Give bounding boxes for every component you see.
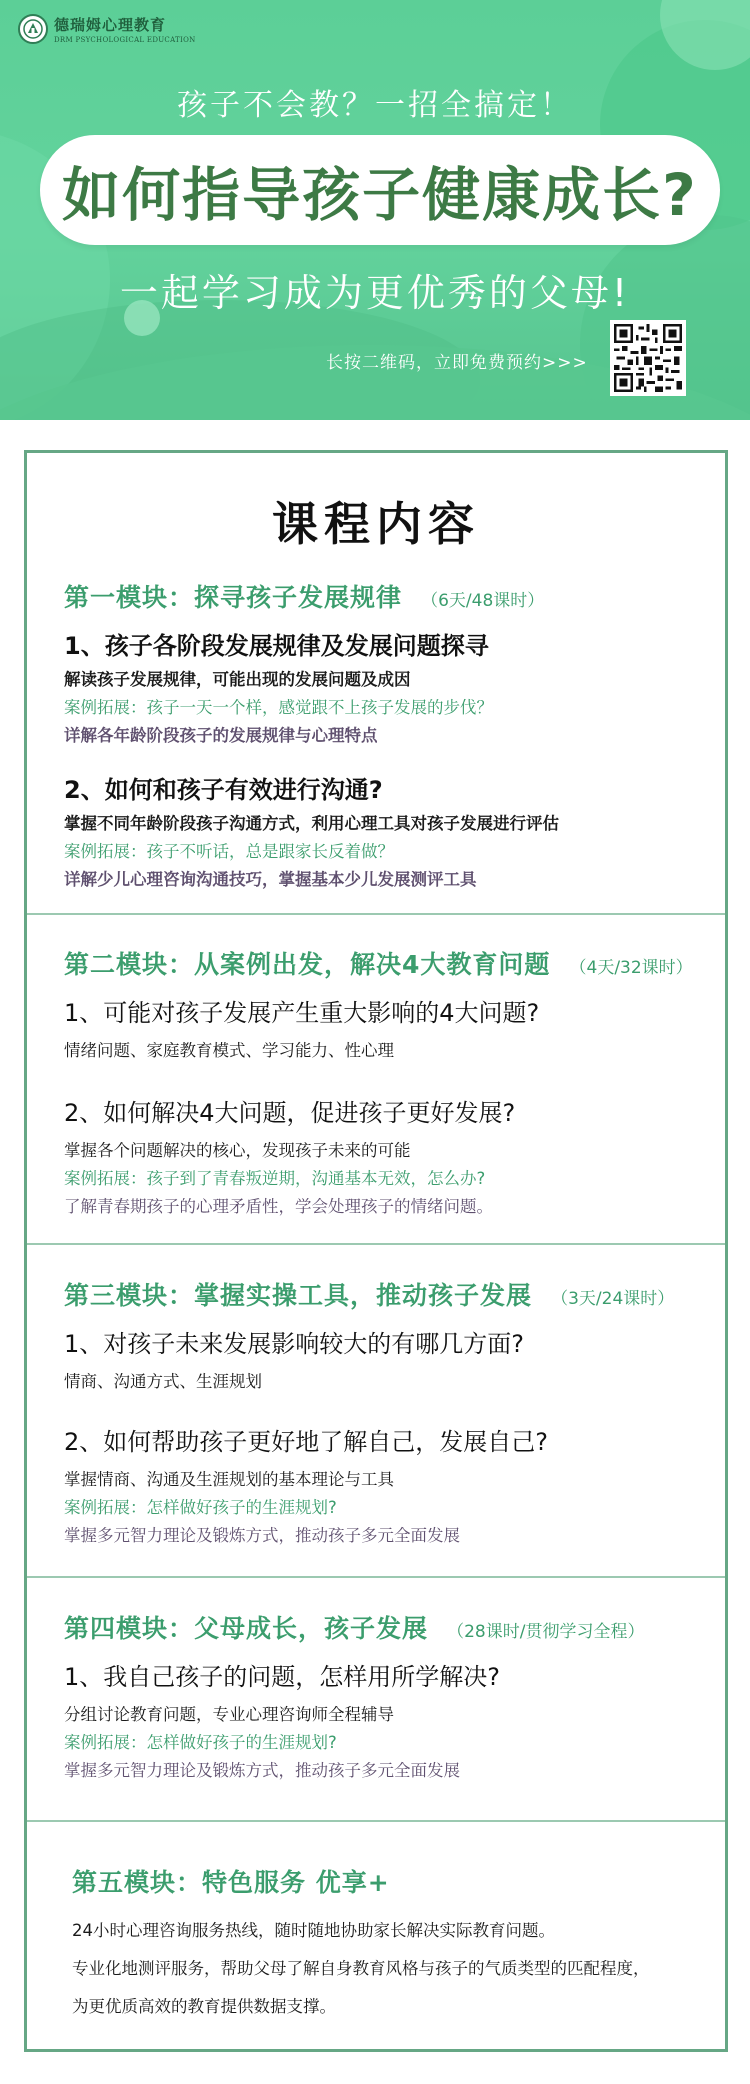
module-line: 掌握情商、沟通及生涯规划的基本理论与工具: [64, 1470, 394, 1489]
case-extension-line: 案例拓展：孩子不听话，总是跟家长反着做？: [64, 842, 394, 861]
module-name: 第二模块：从案例出发，解决4大教育问题: [64, 950, 551, 979]
module-line: 掌握多元智力理论及锻炼方式，推动孩子多元全面发展: [64, 1526, 460, 1545]
module-header: [72, 1863, 390, 1899]
brand-name-en: DRM PSYCHOLOGICAL EDUCATION: [54, 36, 196, 44]
case-extension-line: 案例拓展：怎样做好孩子的生涯规划?: [64, 1498, 337, 1517]
module-header: [64, 578, 544, 614]
module-line: 掌握多元智力理论及锻炼方式，推动孩子多元全面发展: [64, 1761, 460, 1780]
course-content-card: [24, 450, 728, 2052]
qr-cta-text: 长按二维码，立即免费预约>>>: [326, 353, 588, 373]
header-banner: [0, 0, 750, 420]
module-header: [64, 1609, 644, 1645]
module-line: 详解各年龄阶段孩子的发展规律与心理特点: [64, 726, 378, 745]
module-name: 第一模块：探寻孩子发展规律: [64, 583, 403, 612]
module-question: 1、孩子各阶段发展规律及发展问题探寻: [64, 632, 489, 660]
section-divider: [27, 913, 725, 915]
module-header: [64, 1276, 674, 1312]
banner-tagline: 孩子不会教？一招全搞定！: [177, 88, 573, 123]
module-line: 情商、沟通方式、生涯规划: [64, 1372, 262, 1391]
course-title: 课程内容: [272, 497, 480, 551]
module-line: 分组讨论教育问题，专业心理咨询师全程辅导: [64, 1705, 394, 1724]
module-question: 2、如何帮助孩子更好地了解自己，发展自己?: [64, 1428, 549, 1456]
module-duration: （6天/48课时）: [421, 591, 545, 611]
module-line: 为更优质高效的教育提供数据支撑。: [72, 1997, 336, 2016]
qr-code-icon[interactable]: [610, 320, 686, 396]
module-question: 2、如何解决4大问题，促进孩子更好发展?: [64, 1099, 516, 1127]
module-question: 2、如何和孩子有效进行沟通?: [64, 776, 383, 804]
case-extension-line: 案例拓展：孩子到了青春叛逆期，沟通基本无效，怎么办?: [64, 1169, 486, 1188]
brand-emblem-icon: [18, 14, 48, 44]
module-question: 1、可能对孩子发展产生重大影响的4大问题?: [64, 999, 540, 1027]
case-extension-line: 案例拓展：孩子一天一个样，感觉跟不上孩子发展的步伐？: [64, 698, 493, 717]
module-name: 第三模块：掌握实操工具，推动孩子发展: [64, 1281, 533, 1310]
module-line: 解读孩子发展规律，可能出现的发展问题及成因: [64, 670, 411, 689]
module-line: 了解青春期孩子的心理矛盾性，学会处理孩子的情绪问题。: [64, 1197, 493, 1216]
module-line: 详解少儿心理咨询沟通技巧，掌握基本少儿发展测评工具: [64, 870, 477, 889]
module-question: 1、我自己孩子的问题，怎样用所学解决?: [64, 1663, 501, 1691]
module-line: 专业化地测评服务，帮助父母了解自身教育风格与孩子的气质类型的匹配程度，: [72, 1959, 650, 1978]
module-question: 1、对孩子未来发展影响较大的有哪几方面?: [64, 1330, 525, 1358]
section-divider: [27, 1820, 725, 1822]
banner-subtitle: 一起学习成为更优秀的父母!: [119, 271, 631, 315]
page-title: 如何指导孩子健康成长?: [62, 161, 698, 229]
module-line: 情绪问题、家庭教育模式、学习能力、性心理: [64, 1041, 394, 1060]
case-extension-line: 案例拓展：怎样做好孩子的生涯规划?: [64, 1733, 337, 1752]
module-line: 掌握各个问题解决的核心，发现孩子未来的可能: [64, 1141, 411, 1160]
module-duration: （3天/24课时）: [551, 1289, 675, 1309]
module-name: 第五模块：特色服务 优享+: [72, 1868, 390, 1897]
banner-title-pill: [40, 135, 720, 245]
brand-name: 德瑞姆心理教育: [54, 16, 167, 34]
section-divider: [27, 1243, 725, 1245]
module-line: 24小时心理咨询服务热线，随时随地协助家长解决实际教育问题。: [72, 1921, 555, 1940]
module-duration: （28课时/贯彻学习全程）: [447, 1622, 645, 1642]
brand-logo: [18, 14, 196, 44]
section-divider: [27, 1576, 725, 1578]
module-header: [64, 945, 693, 981]
module-duration: （4天/32课时）: [569, 958, 693, 978]
module-line: 掌握不同年龄阶段孩子沟通方式，利用心理工具对孩子发展进行评估: [64, 814, 559, 833]
module-name: 第四模块：父母成长，孩子发展: [64, 1614, 429, 1643]
